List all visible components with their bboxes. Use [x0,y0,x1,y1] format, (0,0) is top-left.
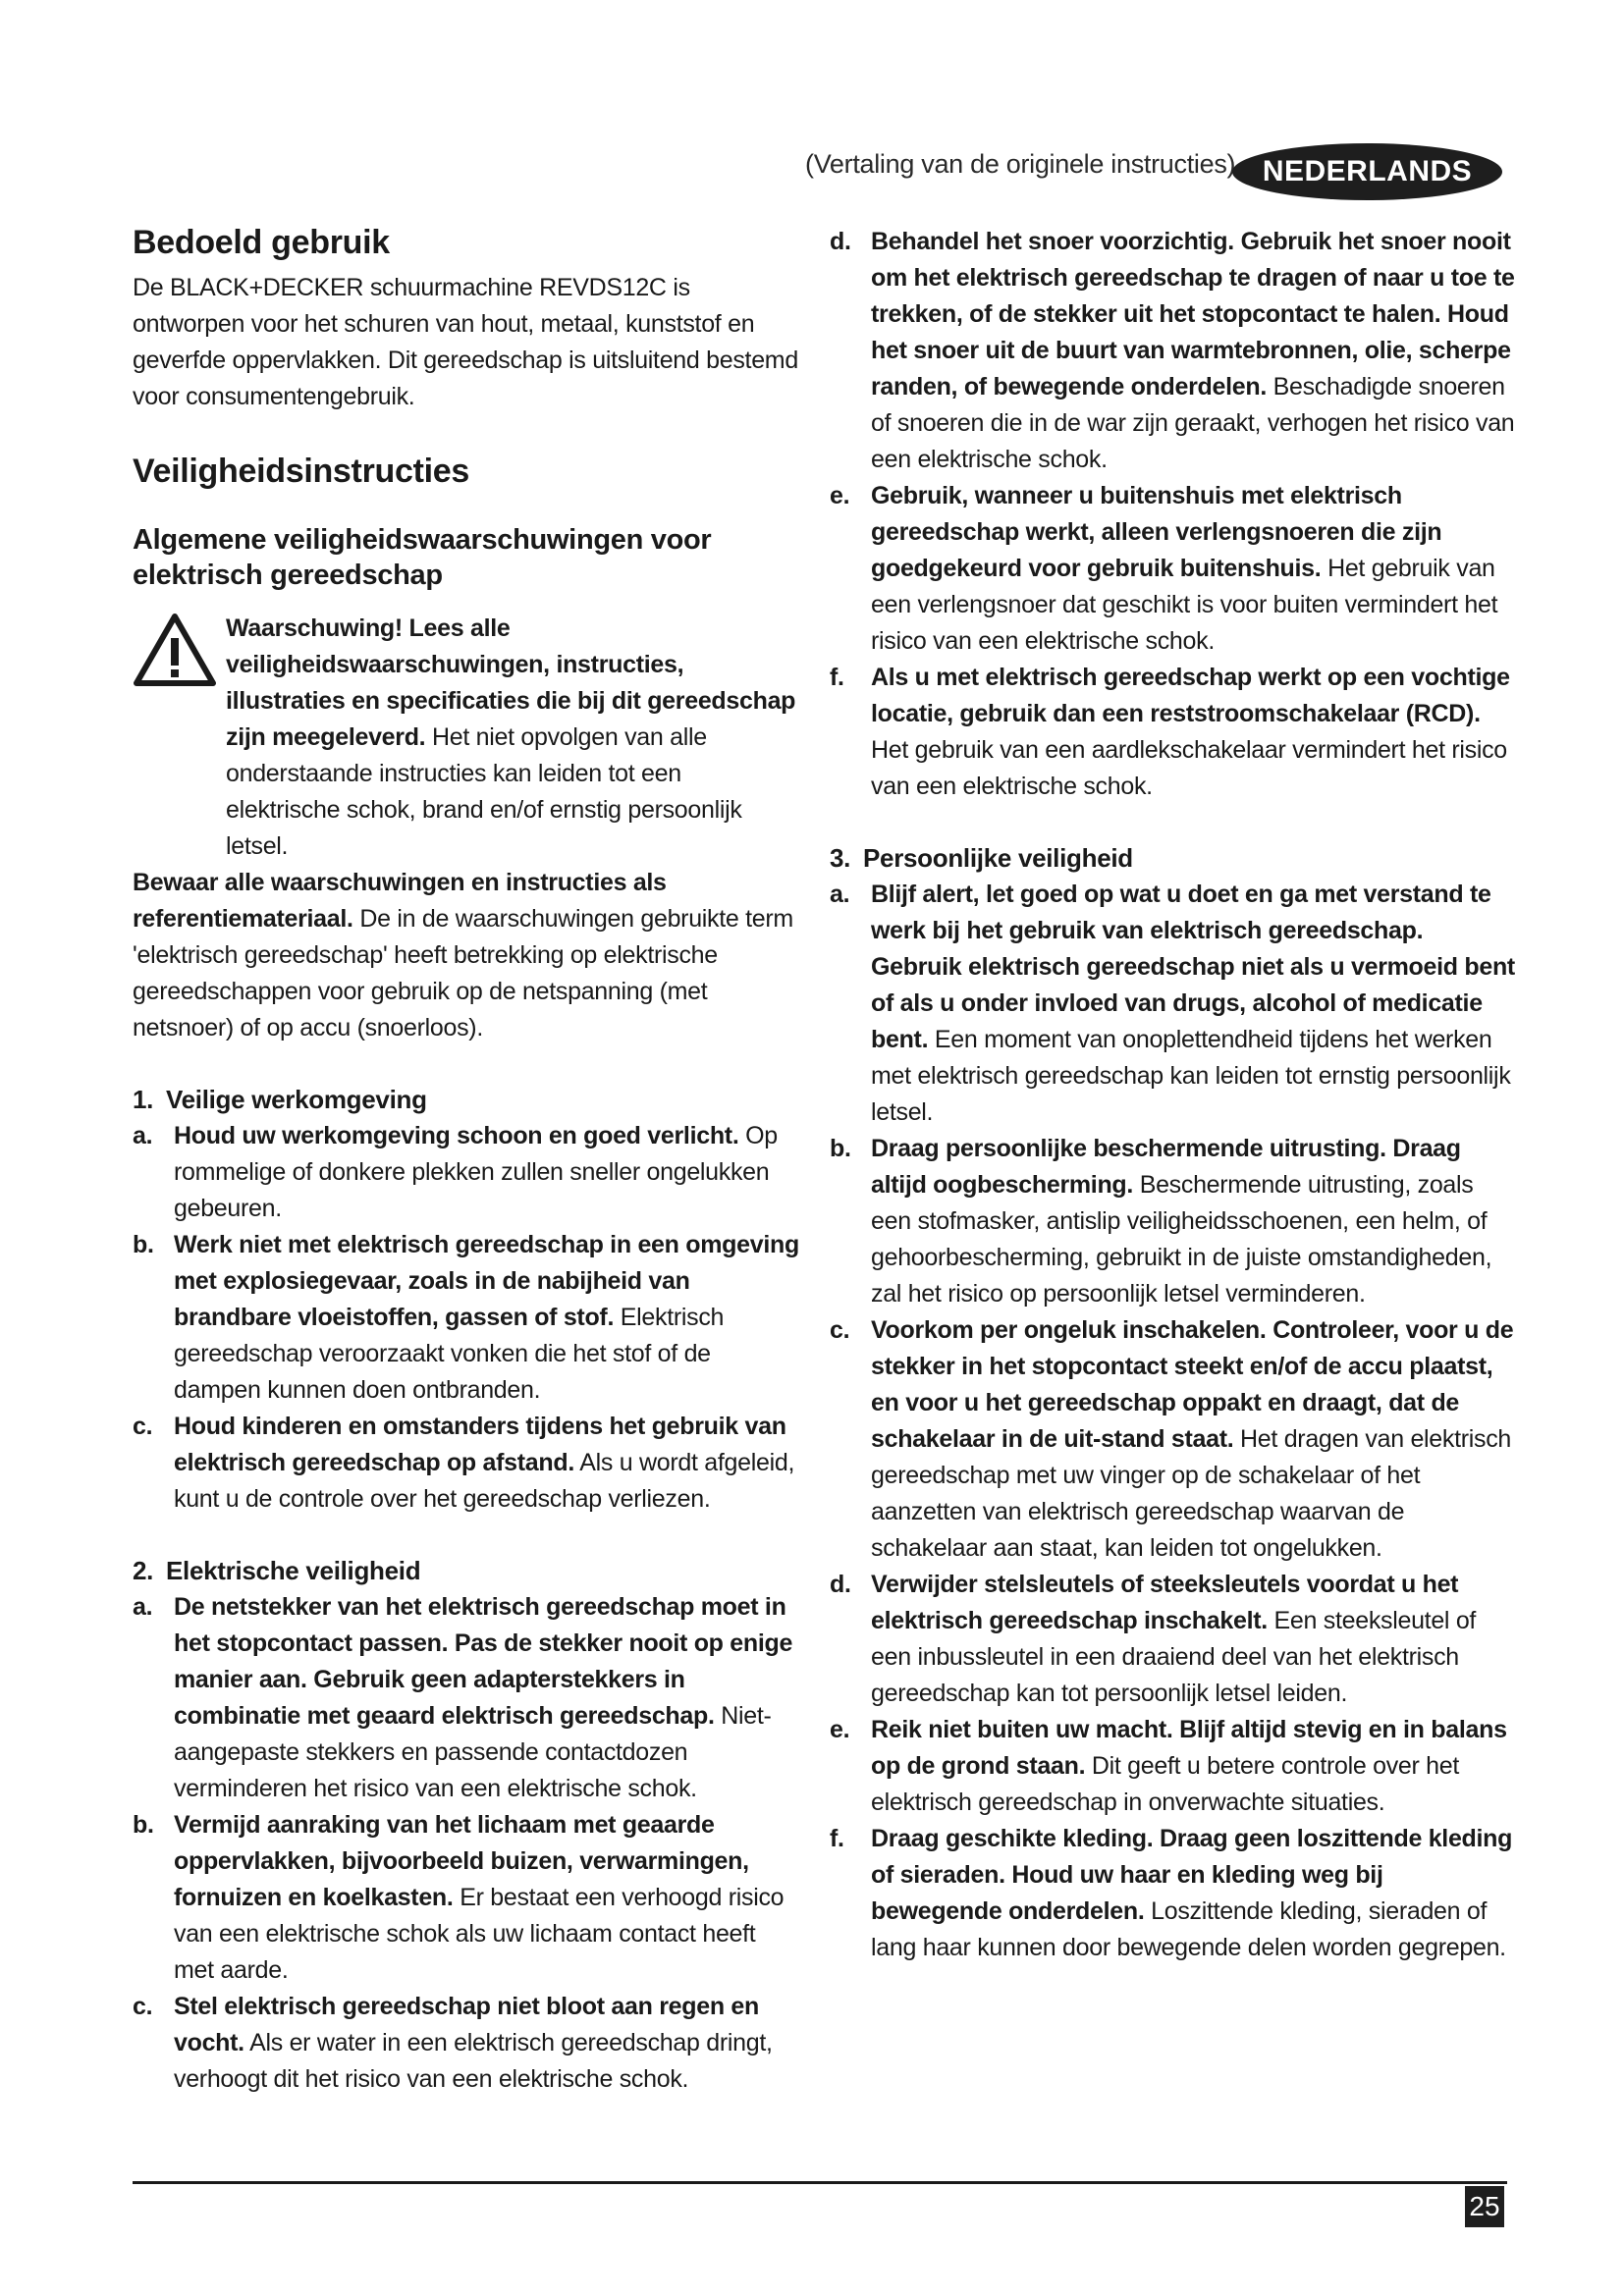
warning-lead: Waarschuwing! Lees alle veiligheidswaarschuwingen, instructies, illustraties en specificaties die bij dit gereedschap zijn meegeleverd. [226,614,796,751]
list-item [133,1807,800,1989]
section-3-title: Persoonlijke veiligheid [863,843,1133,873]
item-label: c. [133,1413,153,1440]
item-label: a. [133,1593,153,1621]
language-badge: NEDERLANDS [1232,143,1502,200]
list-item [830,1312,1517,1567]
item-lead: Stel elektrisch gereedschap niet bloot aan regen en vocht. [174,1993,760,2056]
item-label: e. [830,482,850,509]
list-item [133,1989,800,2098]
list-item [133,1409,800,1518]
item-text: Niet-aangepaste stekkers en passende contactdozen verminderen het risico van een elektrische schok. [174,1702,772,1802]
item-label: b. [830,1135,851,1162]
list-item [830,478,1517,660]
general-warnings-heading: Algemene veiligheidswaarschuwingen voor elektrisch gereedschap [133,524,712,591]
section-2-heading [133,1553,800,1589]
item-text: Beschermende uitrusting, zoals een stofmasker, antislip veiligheidsschoenen, een helm, of gehoorbescherming, gebruikt in de juiste omstandigheden, zal het risico op persoonlijk letsel verminderen. [871,1171,1492,1308]
section-3-number: 3. [830,843,851,873]
list-item [830,1131,1517,1312]
item-label: c. [133,1993,153,2020]
item-text: Er bestaat een verhoogd risico van een elektrische schok als uw lichaam contact heeft met aarde. [174,1884,785,1984]
list-item [830,660,1517,805]
footer-rule [133,2181,1507,2184]
left-column [133,224,800,2098]
section-3-heading [830,840,1517,877]
item-text: Beschadigde snoeren of snoeren die in de war zijn geraakt, verhogen het risico van een elektrische schok. [871,373,1515,473]
item-lead: Behandel het snoer voorzichtig. Gebruik het snoer nooit om het elektrisch gereedschap te dragen of naar u toe te trekken, of de stekker uit het stopcontact te halen. Houd het snoer uit de buurt van warmtebronnen, olie, scherpe randen, of bewegende onderdelen. [871,228,1515,400]
item-lead: Blijf alert, let goed op wat u doet en ga met verstand te werk bij het gebruik van elektrisch gereedschap. Gebruik elektrisch gereedschap niet als u vermoeid bent of als u onder invloed van drugs, alcohol of medicatie bent. [871,881,1515,1053]
item-text: Elektrisch gereedschap veroorzaakt vonken die het stof of de dampen kunnen doen ontbranden. [174,1304,725,1404]
section-1-title: Veilige werkomgeving [166,1085,427,1114]
warning-paragraph [226,611,800,865]
list-item [133,1589,800,1807]
list-item [830,224,1517,478]
list-item [830,877,1517,1131]
item-text: Als u wordt afgeleid, kunt u de controle over het gereedschap verliezen. [174,1449,795,1513]
item-label: b. [133,1811,154,1839]
list-item [133,1118,800,1227]
safety-heading: Veiligheidsinstructies [133,453,469,490]
list-item [830,1567,1517,1712]
item-text: Het dragen van elektrisch gereedschap met uw vinger op de schakelaar of het aanzetten van elektrisch gereedschap waarvan de schakelaar aan staat, kan leiden tot ongelukken. [871,1425,1512,1562]
item-label: a. [830,881,850,908]
list-item [830,1712,1517,1821]
item-lead: Houd uw werkomgeving schoon en goed verlicht. [174,1122,739,1149]
item-label: c. [830,1316,850,1344]
warning-block [133,611,800,865]
item-label: d. [830,1571,851,1598]
intended-use-heading: Bedoeld gebruik [133,224,390,261]
item-label: f. [830,664,844,691]
item-label: a. [133,1122,153,1149]
item-label: d. [830,228,851,255]
item-lead: Verwijder stelsleutels of steeksleutels voordat u het elektrisch gereedschap inschakelt. [871,1571,1459,1634]
item-lead: Werk niet met elektrisch gereedschap in een omgeving met explosiegevaar, zoals in de nabijheid van brandbare vloeistoffen, gassen of stof. [174,1231,799,1331]
section-2-title: Elektrische veiligheid [166,1556,421,1585]
section-1-heading [133,1082,800,1118]
item-text: Een moment van onoplettendheid tijdens het werken met elektrisch gereedschap kan leiden tot ernstig persoonlijk letsel. [871,1026,1511,1126]
section-1-number: 1. [133,1085,154,1114]
item-lead: Draag geschikte kleding. Draag geen loszittende kleding of sieraden. Houd uw haar en kleding weg bij bewegende onderdelen. [871,1825,1513,1925]
item-lead: Draag persoonlijke beschermende uitrusting. Draag altijd oogbescherming. [871,1135,1461,1199]
item-text: Als er water in een elektrisch gereedschap dringt, verhoogt dit het risico van een elektrische schok. [174,2029,773,2093]
item-text: Het gebruik van een aardlekschakelaar vermindert het risico van een elektrische schok. [871,736,1507,800]
warning-triangle-icon [133,613,217,687]
item-label: f. [830,1825,844,1852]
keep-lead: Bewaar alle waarschuwingen en instructies als referentiemateriaal. [133,869,667,933]
list-item [133,1227,800,1409]
item-lead: Gebruik, wanneer u buitenshuis met elektrisch gereedschap werkt, alleen verlengsnoeren die zijn goedgekeurd voor gebruik buitenshuis. [871,482,1442,582]
item-lead: De netstekker van het elektrisch gereedschap moet in het stopcontact passen. Pas de stekker nooit op enige manier aan. Gebruik geen adapterstekkers in combinatie met geaard elektrisch gereedschap. [174,1593,793,1730]
keep-paragraph [133,865,800,1046]
item-text: Het gebruik van een verlengsnoer dat geschikt is voor buiten vermindert het risico van een elektrische schok. [871,555,1498,655]
item-text: Een steeksleutel of een inbussleutel in een draaiend deel van het elektrisch gereedschap kan tot persoonlijk letsel leiden. [871,1607,1477,1707]
header-note: (Vertaling van de originele instructies) [805,149,1236,179]
page-number: 25 [1465,2186,1504,2227]
item-text: Op rommelige of donkere plekken zullen sneller ongelukken gebeuren. [174,1122,778,1222]
item-lead: Als u met elektrisch gereedschap werkt op een vochtige locatie, gebruik dan een reststroomschakelaar (RCD). [871,664,1510,727]
keep-text: De in de waarschuwingen gebruikte term 'elektrisch gereedschap' heeft betrekking op elektrische gereedschappen voor gebruik op de netspanning (met netsnoer) of op accu (snoerloos). [133,905,793,1041]
item-label: b. [133,1231,154,1258]
section-2-number: 2. [133,1556,154,1585]
item-text: Dit geeft u betere controle over het elektrisch gereedschap in onverwachte situaties. [871,1752,1460,1816]
item-label: e. [830,1716,850,1743]
item-lead: Vermijd aanraking van het lichaam met geaarde oppervlakken, bijvoorbeeld buizen, verwarmingen, fornuizen en koelkasten. [174,1811,749,1911]
item-lead: Voorkom per ongeluk inschakelen. Controleer, voor u de stekker in het stopcontact steekt en/of de accu plaatst, en voor u het gereedschap oppakt en draagt, dat de schakelaar in de uit-stand staat. [871,1316,1514,1453]
item-lead: Reik niet buiten uw macht. Blijf altijd stevig en in balans op de grond staan. [871,1716,1507,1780]
right-column [830,224,1517,1966]
list-item [830,1821,1517,1966]
intended-use-text: De BLACK+DECKER schuurmachine REVDS12C is ontworpen voor het schuren van hout, metaal, kunststof en geverfde oppervlakken. Dit gereedschap is uitsluitend bestemd voor consumentengebruik. [133,274,798,410]
item-text: Loszittende kleding, sieraden of lang haar kunnen door bewegende delen worden gegrepen. [871,1897,1506,1961]
warning-text: Het niet opvolgen van alle onderstaande instructies kan leiden tot een elektrische schok, brand en/of ernstig persoonlijk letsel. [226,723,742,860]
item-lead: Houd kinderen en omstanders tijdens het gebruik van elektrisch gereedschap op afstand. [174,1413,786,1476]
